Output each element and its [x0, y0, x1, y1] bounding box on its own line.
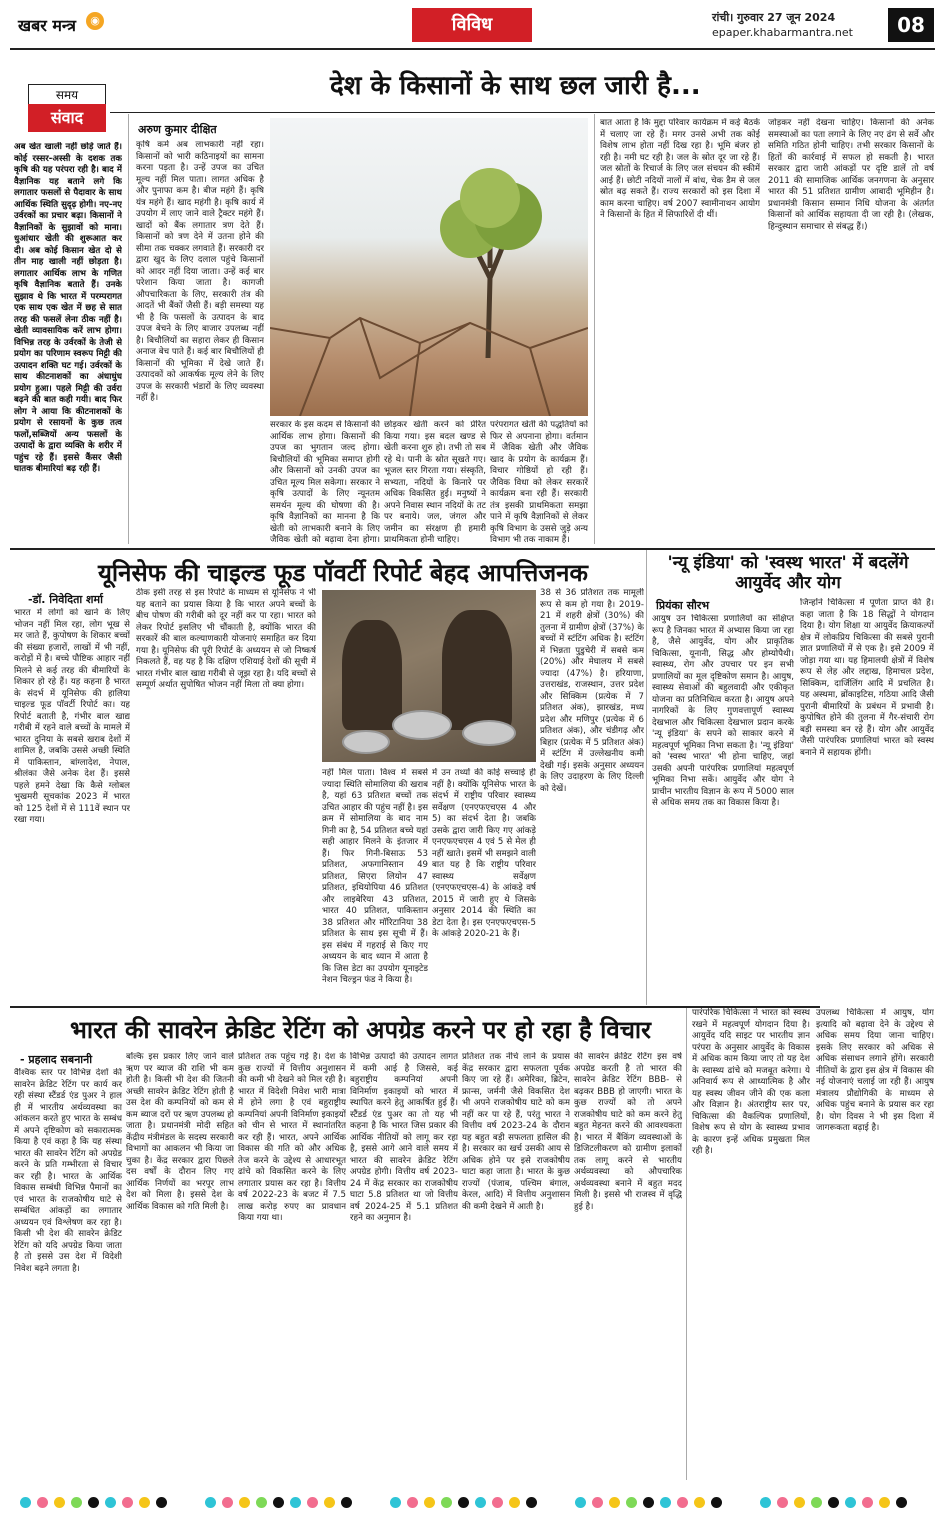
footer-dot — [256, 1497, 267, 1508]
article4-col8: उपलब्ध चिकित्सा में आयुष, योग इत्यादि को बढ़ावा देने के उद्देश्य से अधिक समय दिया जाना चाहिए। इसके लिए सरकार को अधिक से अधिक संसाधन लगाने होंगे। सरकारी नीतियों के द्वारा इस क्षेत्र में विकास की नई योजनाएं चलाई जा रही हैं। आयुष मंत्रालय प्रौद्योगिकी के माध्यम से अधिक पहुंच बनाने के प्रयास कर रहा है। योग दिवस ने भी इस दिशा में जागरूकता बढ़ाई है। — [816, 1008, 934, 1133]
footer-dot — [239, 1497, 250, 1508]
article2-col5: 38 से 36 प्रतिशत तक मामूली रूप से कम हो गया है। 2019-21 में शहरी क्षेत्रों (30%) की तुलना में ग्रामीण क्षेत्रों (37%) के बच्चों में स्टंटिंग अधिक है। स्टंटिंग में भिन्नता पुडुचेरी में सबसे कम (20%) और मेघालय में सबसे ज्यादा (47%) है। हरियाणा, उत्तराखंड, राजस्थान, उत्तर प्रदेश और सिक्किम (प्रत्येक में 7 प्रतिशत अंक), झारखंड, मध्य प्रदेश और मणिपुर (प्रत्येक में 6 प्रतिशत अंक), और चंडीगढ़ और बिहार (प्रत्येक में 5 प्रतिशत अंक) में स्टंटिंग में उल्लेखनीय कमी देखी गई। इसके अनुसार अध्ययन के लिए उदाहरण के लिए दिल्ली को देखें। — [540, 588, 644, 794]
footer-dot — [575, 1497, 586, 1508]
article3-headline: 'न्यू इंडिया' को 'स्वस्थ भारत' में बदलेंगे आयुर्वेद और योग — [667, 553, 909, 593]
footer-dot — [862, 1497, 873, 1508]
footer-dot — [424, 1497, 435, 1508]
article4-col2: बल्कि इस प्रकार लिए जाने वाले ऋण पर ब्याज की राशि भी कम होती है। किसी भी देश की जितनी अच्छी सावरेन क्रेडिट रेटिंग होती है उस देश की कम्पनियों को कम से कम ब्याज दरों पर ऋण उपलब्ध हो जाता है। प्रधानमंत्री मोदी सहित केंद्रीय मंत्रीमंडल के सदस्य सरकारी विभागों का आकलन भी किया जा चुका है। केंद्र सरकार द्वारा पिछले दस वर्षों के दौरान लिए गए आर्थिक निर्णयों का भरपूर लाभ देश को मिला है। इससे देश के आर्थिक विकास को गति मिली है। — [126, 1052, 234, 1212]
article1-headline: देश के किसानों के साथ छल जारी है... — [330, 71, 701, 101]
article4-col6: की सावरेन क्रेडिट रेटिंग इस वर्ष अपग्रेड करती है तो भारत की सावरेन क्रेडिट रेटिंग BBB- से बढ़कर BBB हो जाएगी। भारत के कुछ राज्यों को तो अपने राजकोषीय घाटे को कम करने हेतु बहुत मेहनत करने की आवश्यकता है। भारत में बैंकिंग व्यवस्थाओं के डिजिटलीकरण को ग्रामीण इलाकों तक लागू करने से भारतीय अर्थव्यवस्था को औपचारिक अर्थव्यवस्था बनाने में बहुत मदद मिली है। इससे भी राजस्व में वृद्धि हुई है। — [574, 1052, 682, 1212]
article1-col5: बात आता है कि मुद्दा परिवार कार्यक्रम में कई बैठकें में चलाए जा रहे हैं। मगर उनसे अभी तक कोई विशेष लाभ होता नहीं दिख रहा है। भूमि बंजर हो रही है। नमी घट रही है। जल के स्रोत दूर जा रहे हैं। जल स्रोतों के रिचार्ज के लिए जल संचयन की स्कीमें आई हैं। छोटी नदियों नालों में बांध, चेक डैम से जल स्रोत बढ़ सकते हैं। राज्य सरकारों को इस दिशा में काम करना चाहिए। वर्ष 2007 स्वामीनाथन आयोग ने किसानों के हित में सिफारिशें दी थीं। — [600, 118, 760, 220]
article1-col4: परंपरागत खेती की पद्धतियों को फिर से अपनाना होगा। वर्तमान में जैविक खेती और जैविक खाद के प्रयोग के कार्यक्रम हैं। विचार गोष्ठियों हो रही हैं। जैविक विधा को लेकर सरकारें कार्यक्रम बना रही हैं। सरकारी तंत्र इसकी प्राथमिकता समझा पाने में कृषि वैज्ञानिकों से लेकर कृषि विभाग के उससे जुड़े अन्य विभाग भी तक नाकाम हैं। — [490, 420, 588, 544]
column-divider — [686, 1008, 687, 1480]
article3-byline: प्रियंका सौरभ — [656, 599, 710, 612]
article2-col4: में उन तथ्यों की कोई सच्चाई ही नहीं है। क्योंकि यूनिसेफ भारत के संदर्भ में राष्ट्रीय परिवार स्वास्थ्य सर्वेक्षण (एनएफएचएस 4 और 5) का संदर्भ देता है। जबकि उसके द्वारा जारी किए गए आंकड़े एनएफएचएस 4 एवं 5 से मेल ही नहीं खाते। इसमें भी समझने वाली बात यह है कि राष्ट्रीय परिवार स्वास्थ्य सर्वेक्षण (एनएफएचएस-4) के आंकड़े वर्ष 2015 में जारी हुए थे जिसके अनुसार 2014 की स्थिति का डेटा देता है। इस एनएफएचएस-5 के आंकड़े 2020-21 के हैं। — [432, 768, 536, 939]
footer-dot — [307, 1497, 318, 1508]
article1-col3: छोड़कर खेती करने को प्रेरित किया गया। इस बदल खण्ड से खेती करना शुरु हो। तभी तो सब रहे थे। पानी के स्रोत सूखते गए। भूजल स्तर गिरता गया। संस्कृति, सभ्यता, नदियों के किनारे पर अधिक विकसित हुई। मनुष्यों ने अपने निवास स्थान नदियों के तट पर बनाये। जल, जंगल और जमीन का संरक्षण ही हमारी प्राथमिकता होनी चाहिए। — [384, 420, 486, 544]
samvad-column: अब खेत खाली नहीं छोड़े जाते हैं। कोई रस्सर-अस्सी के दशक तक कृषि की यह परंपरा रही है। बाद में वैज्ञानिक यह बताने लगे कि लगातार फसलों से पैदावार के साथ आर्थिक स्थिति सुदृढ़ होगी। नए-नए उर्वरकों का प्रचार बढ़ा। किसानों ने वैज्ञानिकों के सुझावों को माना। धुआंधार खेती की शुरूआत कर दी। अब कोई किसान खेत दो से तीन माह खाली नहीं छोड़ता है। लगातार आर्थिक लाभ के गणित कृषि वैज्ञानिक बताते हैं। उनके सुझाव थे कि भारत में परम्परागत एक साथ एक खेत में छह से सात तरह की फसलें लेना ठीक नहीं है। खेती व्यावसायिक करें लाभ होगा। विभिन्न तरह के उर्वरकों के तेजी से प्रयोग का परिणाम स्वरूप मिट्टी की उत्पादन शक्ति घट गई। उर्वरकों के साथ कीटनाशकों का अंधाधुंध प्रयोग हुआ। पहले मिट्टी की उर्वरा बढ़ने की बात कही गयी। बाद फिर लोग ने आया कि कीटनाशकों के प्रयोग से रसायनों के कुछ तत्व फलों,सब्जियों अन्य फसलों के उत्पादों के द्वारा व्यक्ति के शरीर में पहुंच रहे हैं। इससे कैंसर जैसी घातक बीमारियां बढ़ रही हैं। — [14, 142, 122, 474]
footer-dot — [341, 1497, 352, 1508]
brand-name: खबर मन्त्र — [18, 16, 76, 35]
footer-dot — [828, 1497, 839, 1508]
children-eating-photo — [322, 590, 536, 762]
footer-dot — [37, 1497, 48, 1508]
footer-dot — [845, 1497, 856, 1508]
article2-headline: यूनिसेफ की चाइल्ड फूड पॉवर्टी रिपोर्ट बेहद आपत्तिजनक — [98, 559, 588, 587]
footer-dot — [273, 1497, 284, 1508]
footer-dot — [475, 1497, 486, 1508]
footer-dot — [660, 1497, 671, 1508]
footer-dot — [492, 1497, 503, 1508]
website-link[interactable]: epaper.khabarmantra.net — [712, 26, 853, 39]
cracked-earth-icon — [270, 298, 588, 416]
footer-dot — [54, 1497, 65, 1508]
footer-dot — [407, 1497, 418, 1508]
footer-dot — [324, 1497, 335, 1508]
footer-dot — [88, 1497, 99, 1508]
footer-dot — [156, 1497, 167, 1508]
section-rule — [10, 548, 935, 550]
article4-col4: विभिन्न उत्पादों की उत्पादन लागत में कमी आई है जिससे, कई बहुराष्ट्रीय कम्पनियां अपनी विनिर्माण इकाइयों को भारत में स्थापित करने हेतु आकर्षित हुई हैं। स्टैंडर्ड एंड पुअर का तो यह भी कहना है कि भारत जिस प्रकार की आर्थिक नीतियों को लागू कर रहा है, इससे आगे आने वाले समय में भारत की सावरेन क्रेडिट रेटिंग अपग्रेड होगी। वित्तीय वर्ष 2023-24 में केंद्र सरकार का राजकोषीय घाटा 5.8 प्रतिशत था जो वित्तीय वर्ष 2024-25 में 5.1 प्रतिशत रहने का अनुमान है। — [350, 1052, 458, 1223]
article4-headline: भारत की सावरेन क्रेडिट रेटिंग को अपग्रेड करने पर हो रहा है विचार — [70, 1016, 651, 1044]
footer-dot — [711, 1497, 722, 1508]
samvad-tag-bottom: संवाद — [28, 104, 106, 132]
article4-byline: - प्रहलाद सबनानी — [20, 1053, 93, 1066]
article3-col2: जिन्होंने चिकित्सा में पूर्णता प्राप्त की है। कहा जाता है कि 18 सिद्धों ने योगदान दिया है। योग शिक्षा या आयुर्वेद क्रियाकल्पों क्षेत्र में लोकप्रिय चिकित्सा की सबसे पुरानी ज्ञात प्रणालियों में से एक है। इसे 2009 में जोड़ा गया था। यह हिमालयी क्षेत्रों में विशेष रूप से लेह और लद्दाख, हिमाचल प्रदेश, सिक्किम, दार्जिलिंग आदि में प्रचलित है। यह अस्थमा, ब्रोंकाइटिस, गठिया आदि जैसी पुरानी बीमारियों के प्रबंधन में प्रभावी है। कुपोषित होने की तुलना में गैर-संचारी रोग बड़ी समस्या बन रहे हैं। योग और आयुर्वेद जैसी पारंपरिक प्रणालियां भारत को स्वस्थ बनाने में सहायक होंगी। — [800, 598, 934, 758]
footer-dot — [896, 1497, 907, 1508]
column-divider — [646, 550, 647, 1005]
footer-dot — [794, 1497, 805, 1508]
footer-dot — [458, 1497, 469, 1508]
footer-dot — [222, 1497, 233, 1508]
page-number: 08 — [888, 8, 934, 42]
footer-dot — [626, 1497, 637, 1508]
footer-dot — [609, 1497, 620, 1508]
article4-col7: पारंपरिक चिकित्सा ने भारत को स्वस्थ रखने में महत्वपूर्ण योगदान दिया है। आयुर्वेद यदि साइट पर भारतीय ज्ञान परंपरा के अनुसार आयुर्वेद के विकास में अधिक काम किया जाए तो यह देश के स्वास्थ्य ढांचे को मजबूत करेगा। ये अनिवार्य रूप से आध्यात्मिक है और यह स्वस्थ जीवन जीने की एक कला और विज्ञान है। अंतराष्ट्रीय स्तर पर, चिकित्सा की वैकल्पिक प्रणालियों, विशेष रूप से योग के स्वास्थ्य प्रभाव के कारण इन्हें अधिक प्रमुखता मिल रही है। — [692, 1008, 810, 1156]
brand-logo-icon: ◉ — [86, 12, 104, 30]
footer-dot — [205, 1497, 216, 1508]
section-tab: विविध — [412, 8, 532, 42]
footer-dot — [879, 1497, 890, 1508]
masthead — [0, 0, 945, 62]
footer-dot — [694, 1497, 705, 1508]
footer-dot — [122, 1497, 133, 1508]
dateline: रांची। गुरुवार 27 जून 2024 — [712, 11, 836, 24]
article2-col2: ठीक इसी तरह से इस रिपोर्ट के माध्यम से यूनिसेफ ने भी यह बताने का प्रयास किया है कि भारत अपने बच्चों के बीच पोषण की गरीबी को दूर नहीं कर पा रहा। भारत को लेकर रिपोर्ट इसलिए भी चौंकाती है, क्योंकि भारत की सरकारें की बाल कल्याणकारी योजनाएं समाहित कर दिया गया है। यूनिसेफ की पूरी रिपोर्ट के अध्ययन से जो निष्कर्ष निकलते हैं, वह यह है कि दक्षिण एशियाई देशों की सूची में भारत गंभीर बाल खाद्य गरीबी से जूझ रहा है। यदि बच्चों से सम्पूर्ण अर्थात सुपोषित भोजन नहीं मिला तो क्या होगा। — [136, 588, 316, 690]
footer-dot — [760, 1497, 771, 1508]
footer-dot — [139, 1497, 150, 1508]
footer-dot — [526, 1497, 537, 1508]
footer-dot — [811, 1497, 822, 1508]
footer-dot — [592, 1497, 603, 1508]
article4-col1: वैश्विक स्तर पर विभिन्न देशों की सावरेन क्रेडिट रेटिंग पर कार्य कर रही संस्था स्टैंडर्ड एंड पुअर ने हाल ही में भारतीय अर्थव्यवस्था का आंकलन करते हुए भारत के सम्बंध में अपने दृष्टिकोण को सकारात्मक किया है एवं कहा है कि यह संस्था भारत की सावरेन रेटिंग को अपग्रेड करने के प्रति गम्भीरता से विचार कर रही है। भारत के आर्थिक विकास सम्बंधी विभिन्न पैमानों का एवं भारत के राजकोषीय घाटे से सम्बंधित आंकड़ों का लगातार अध्ययन एवं विश्लेषण कर रहा है। किसी भी देश की सावरेन क्रेडिट रेटिंग को यदि अपग्रेड किया जाता है तो इससे उस देश में विदेशी निवेश बढ़ने लगता है। — [14, 1068, 122, 1274]
footer-dot — [643, 1497, 654, 1508]
footer-dot — [390, 1497, 401, 1508]
article2-byline: -डॉ. निवेदिता शर्मा — [28, 593, 103, 606]
footer-dot — [105, 1497, 116, 1508]
article1-byline: अरुण कुमार दीक्षित — [138, 123, 217, 136]
column-divider — [594, 114, 595, 544]
footer-dot — [677, 1497, 688, 1508]
drought-tree-photo — [270, 118, 588, 416]
footer-dot — [71, 1497, 82, 1508]
article2-col3: नहीं मिल पाता। विश्व में सबसे ज्यादा स्थिति सोमालिया की खराब है, यहां 63 प्रतिशत बच्चों तक उचित आहार की पहुंच नहीं है। इस क्रम में सोमालिया के बाद नाम गिनी का है, 54 प्रतिशत बच्चे यहां सही आहार मिलने के इंतजार में हैं। फिर गिनी-बिसाऊ 53 प्रतिशत, अफगानिस्तान 49 प्रतिशत, सिएरा लियोन 47 प्रतिशत, इथियोपिया 46 प्रतिशत और लाइबेरिया 43 प्रतिशत, भारत 40 प्रतिशत, पाकिस्तान 38 प्रतिशत और मॉरिटानिया 38 प्रतिशत के साथ इस सूची में हैं। इस संबंध में गहराई से किए गए अध्ययन के बाद ध्यान में आता है कि जिस डेटा का उपयोग यूनाइटेड नेशन चिल्ड्रन फंड ने किया है। — [322, 768, 428, 985]
samvad-tag-top: समय — [28, 84, 106, 106]
article1-rule — [110, 112, 935, 113]
article1-col1: कृषि कर्म अब लाभकारी नहीं रहा। किसानों को भारी कठिनाइयों का सामना करना पड़ता है। उन्हें उपज का उचित मूल्य नहीं मिल पाता। लागत अधिक है और पुनाफा कम है। बीज महंगे हैं। कृषि यंत्र महंगे हैं। खाद महंगी है। कृषि कार्य में उपयोग में लाए जाने वाले ट्रैक्टर महंगे हैं। खादों को बैंक लगातार त्रण देते हैं। किसानों को त्रण देने में उतना होने की सीमा तक चक्कर लगवाते हैं। सरकारी दर द्वारा खुद के लिए दलाल पहुंचे किसानों को आदर नहीं दिया जाता। उन्हें कई बार परेशान किया जाता है। कागजी औपचारिकता के लिए, सरकारी तंत्र की आदतें भी बैंकों जैसी हैं। बड़ी समस्या यह भी है कि फसलों के उत्पादन के बाद उपज बेचने के लिए बाजार उपलब्ध नहीं है। बिचौलियों का सहारा लेकर ही किसान अनाज बेच पाते हैं। कई बार बिचौलियों ही किसानों की भूमिका में देखे जाते हैं। उत्पादकों को आकर्षक मूल्य लेने के लिए उपज के सरकारी भंडारों के लिए व्यवस्था नहीं है। — [136, 140, 264, 403]
article4-col5: प्रतिशत तक नीचे लाने के प्रयास केंद्र सरकार द्वारा सफलता पूर्वक किए जा रहे हैं। अमेरिका, ब्रिटेन, फ्रान्स, जर्मनी जैसे विकसित देश भी अपने राजकोषीय घाटे को कम नहीं कर पा रहे हैं, परंतु भारत ने वित्तीय वर्ष 2023-24 के दौरान यह बहुत बड़ी सफलता हासिल की है। सरकार का खर्च उसकी आय से अधिक होने पर इसे राजकोषीय घाटा कहा जाता है। भारत के कुछ राज्यों (पंजाब, पश्चिम बंगाल, केरल, आदि) में वित्तीय अनुशासन की कमी देखने में आती है। — [462, 1052, 570, 1212]
footer-dot-strip — [0, 1488, 945, 1517]
article3-col1: आयुष उन चिकित्सा प्रणालियों का संक्षिप्त रूप है जिनका भारत में अभ्यास किया जा रहा है, जैसे आयुर्वेद, योग और प्राकृतिक चिकित्सा, यूनानी, सिद्ध और होम्योपैथी। स्वास्थ्य, रोग और उपचार पर इन सभी प्रणालियों का मूल दृष्टिकोण समान है। आयुष, स्वास्थ्य सेवाओं की बहुलवादी और एकीकृत योजना का प्रतिनिधित्व करता है। आयुष अपने नागरिकों के लिए गुणवत्तापूर्ण स्वास्थ्य देखभाल और चिकित्सा देखभाल प्रदान करके 'न्यू इंडिया' के सपने को साकार करने में महत्वपूर्ण भूमिका निभा सकता है। 'न्यू इंडिया' को 'स्वस्थ भारत' भी होना चाहिए, जहां उसकी अपनी पारंपरिक प्रणालियां महत्वपूर्ण भूमिका निभा सकें। आयुर्वेद और योग ने प्राचीन भारतीय विज्ञान के रूप में 5000 साल से अधिक समय तक का विकास किया है। — [652, 614, 794, 808]
footer-dot — [509, 1497, 520, 1508]
footer-dot — [20, 1497, 31, 1508]
article1-col2: सरकार के इस कदम से किसानों की आर्थिक लाभ होगा। किसानों की उपज का भुगतान जल्द होगा। बिचौलियों की भूमिका समाप्त होगी और किसानों को उनकी उपज का उचित मूल्य मिल सकेगा। सरकार ने कृषि उत्पादों के लिए न्यूनतम समर्थन मूल्य की घोषणा की है। कृषि वैज्ञानिकों का मानना है कि खेती को लाभकारी बनाने के लिए जैविक खेती को बढ़ावा देना होगा। — [270, 420, 380, 544]
footer-dot — [777, 1497, 788, 1508]
footer-dot — [290, 1497, 301, 1508]
header-rule — [10, 48, 935, 50]
column-divider — [128, 114, 129, 544]
article4-col3: प्रतिशत तक पहुंच गई है। देश के कुछ राज्यों में वित्तीय अनुशासन की कमी भी देखने को मिल रही है। भारत में विदेशी निवेश भारी मात्रा में होने लगा है एवं बहुराष्ट्रीय कम्पनियां अपनी विनिर्माण इकाइयों को चीन से भारत में स्थानांतरित कर रही हैं। भारत, अपने आर्थिक विकास की गति को और अधिक तेज करने के उद्देश्य से आधारभूत ढांचे को विकसित करने के लिए लगातार प्रयास कर रहा है। वित्तीय वर्ष 2022-23 के बजट में 7.5 लाख करोड़ रुपए का प्रावधान किया गया था। — [238, 1052, 346, 1223]
article1-col6: जोड़कर नहीं देखना चाहिए। किसानों की अनेक समस्याओं का पता लगाने के लिए नए ढंग से सर्वे और समिति गठित होनी चाहिए। तभी सरकार किसानों के हितों की कार्रवाई में सफल हो सकती है। भारत सरकार द्वारा जारी आंकड़ों पर दृष्टि डालें तो वर्ष 2011 की सामाजिक आर्थिक जनगणना के अनुसार भारत की 51 प्रतिशत ग्रामीण आबादी भूमिहीन है। प्रधानमंत्री किसान सम्मान निधि योजना के अंतर्गत किसानों को आर्थिक सहायता दी जा रही है। (लेखक, हिन्दुस्थान समाचार से संबद्ध हैं।) — [768, 118, 934, 232]
article2-col1: भारत में लोगों को खाने के लिए भोजन नहीं मिल रहा, लोग भूख से मर जाते हैं, कुपोषण के शिकार बच्चों की संख्या हजारों, लाखों में भी नहीं, करोड़ों में है। बच्चे पौष्टिक आहार नहीं मिलने से कई तरह की बीमारियों के शिकार हो रहे हैं। यह कहना है भारत के संदर्भ में यूनिसेफ की हालिया चाइल्ड फूड पॉवर्टी रिपोर्ट का। यह रिपोर्ट बताती है, गंभीर बाल खाद्य गरीबी में रहने वाले बच्चों के मामले में भारत दुनिया के सबसे खराब देशों में शामिल है, जबकि उससे अच्छी स्थिति में पाकिस्तान, बांग्लादेश, नेपाल, श्रीलंका जैसे अनेक देश हैं। इससे पहले हमने देखा कि कैसे ग्लोबल भुखमरी सूचकांक 2023 में भारत को 125 देशों में से 111वें स्थान पर रखा गया। — [14, 608, 130, 825]
footer-dot — [441, 1497, 452, 1508]
